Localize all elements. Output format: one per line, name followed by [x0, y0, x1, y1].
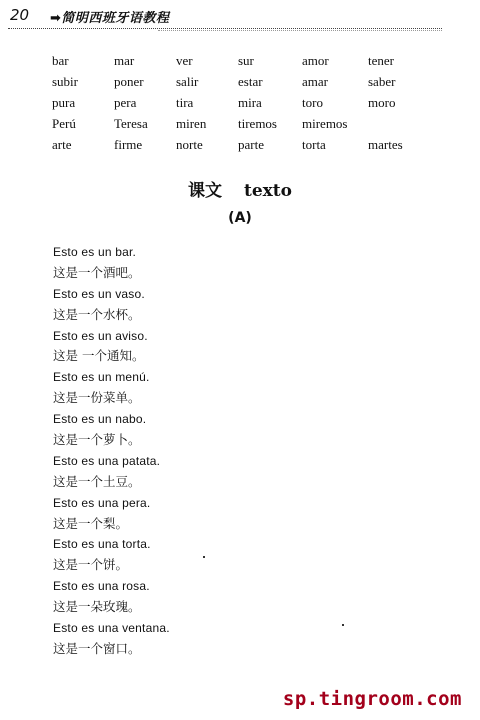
vocab-word: norte [176, 136, 203, 152]
vocab-word: amar [302, 73, 328, 89]
spanish-sentence: Esto es un aviso. [53, 328, 148, 343]
lesson-title [0, 176, 480, 201]
chinese-translation: 这是一个梨。 [53, 515, 129, 531]
vocab-word: toro [302, 94, 323, 110]
vocab-row [52, 71, 418, 92]
spanish-sentence: Esto es una torta. [53, 537, 151, 552]
vocab-word: arte [52, 136, 72, 152]
vocab-word: miren [176, 115, 207, 131]
lesson-title-es: texto [244, 181, 292, 201]
vocab-word: tira [176, 94, 194, 110]
vocab-word: mar [114, 52, 135, 68]
vocab-row [52, 113, 418, 134]
vocab-word: Teresa [114, 115, 148, 131]
chinese-translation: 这是一个窗口。 [53, 640, 141, 656]
vocab-word: estar [238, 73, 263, 89]
vocab-word: miremos [302, 115, 348, 131]
header-rule-secondary [158, 30, 442, 31]
lesson-title-zh: 课文 [188, 181, 222, 201]
vocabulary-table [52, 50, 418, 155]
vocab-word: parte [238, 136, 264, 152]
chinese-translation: 这是 一个通知。 [53, 348, 145, 364]
chinese-translation: 这是一份菜单。 [53, 390, 141, 406]
chinese-translation: 这是一个萝卜。 [53, 432, 141, 448]
vocab-word: pura [52, 94, 76, 110]
spanish-sentence: Esto es un menú. [53, 370, 150, 385]
print-speck [203, 556, 205, 558]
vocab-word: mira [238, 94, 262, 110]
vocab-word: firme [114, 136, 143, 152]
chinese-translation: 这是一朵玫瑰。 [53, 599, 141, 615]
vocab-word: bar [52, 52, 69, 68]
chinese-translation: 这是一个土豆。 [53, 473, 141, 489]
section-label: (A) [228, 210, 252, 226]
chinese-translation: 这是一个水杯。 [53, 306, 141, 322]
chinese-translation: 这是一个饼。 [53, 557, 129, 573]
vocab-word: subir [52, 73, 78, 89]
vocab-word: martes [368, 136, 403, 152]
spanish-sentence: Esto es un vaso. [53, 286, 145, 301]
watermark: sp.tingroom.com [282, 688, 462, 710]
vocab-word: Perú [52, 115, 76, 131]
vocab-word: moro [368, 94, 396, 110]
spanish-sentence: Esto es un nabo. [53, 412, 147, 427]
vocab-word: tener [368, 52, 394, 68]
spanish-sentence: Esto es un bar. [53, 245, 137, 259]
print-speck [342, 624, 344, 626]
spanish-sentence: Esto es una ventana. [53, 621, 170, 636]
vocab-word: ver [176, 52, 193, 68]
vocab-word [368, 113, 418, 134]
vocab-row [52, 50, 418, 71]
vocab-word: saber [368, 73, 396, 89]
page-number: 20 [10, 6, 30, 24]
spanish-sentence: Esto es una patata. [53, 453, 161, 468]
vocab-word: torta [302, 136, 326, 152]
spanish-sentence: Esto es una rosa. [53, 579, 150, 594]
vocab-word: tiremos [238, 115, 277, 131]
vocab-row [52, 134, 418, 155]
vocab-row [52, 92, 418, 113]
vocab-word: amor [302, 52, 329, 68]
vocab-word: salir [176, 73, 199, 89]
vocab-word: sur [238, 52, 254, 68]
header-rule [8, 28, 442, 29]
lesson-text [53, 242, 170, 660]
vocab-word: poner [114, 73, 144, 89]
chinese-translation: 这是一个酒吧。 [53, 264, 141, 280]
page-header [8, 4, 442, 30]
spanish-sentence: Esto es una pera. [53, 495, 151, 510]
book-title: ➡简明西班牙语教程 [50, 11, 170, 26]
vocab-word: pera [114, 94, 137, 110]
